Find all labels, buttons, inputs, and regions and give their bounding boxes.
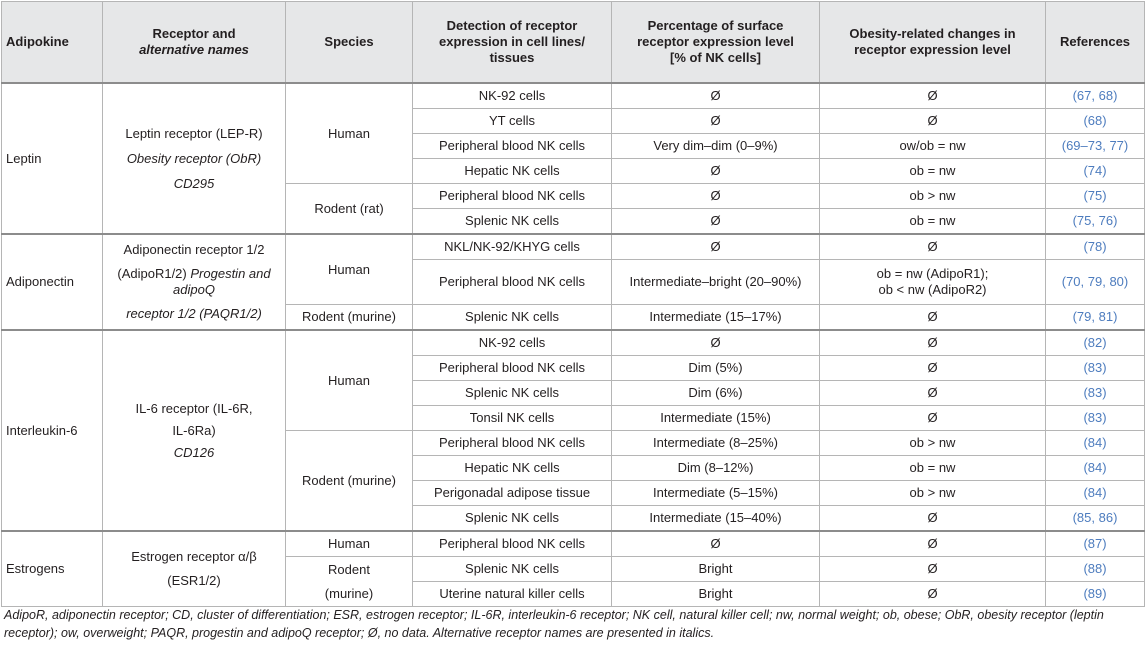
detection-cell: Peripheral blood NK cells bbox=[413, 184, 612, 209]
detection-cell: Splenic NK cells bbox=[413, 557, 612, 582]
header-row bbox=[2, 2, 1145, 84]
receptor-cell-leptin: Leptin receptor (LEP-R) Obesity receptor (ObR) CD295 bbox=[103, 83, 286, 234]
obesity-cell: Ø bbox=[820, 406, 1046, 431]
reference-link[interactable]: (78) bbox=[1046, 234, 1145, 260]
reference-link[interactable]: (82) bbox=[1046, 330, 1145, 356]
percentage-cell: Bright bbox=[612, 557, 820, 582]
receptor-cell-adiponectin: Adiponectin receptor 1/2 (AdipoR1/2) Progestin and adipoQ receptor 1/2 (PAQR1/2) bbox=[103, 234, 286, 330]
table-row bbox=[2, 234, 1145, 260]
detection-cell: Perigonadal adipose tissue bbox=[413, 481, 612, 506]
detection-cell: Tonsil NK cells bbox=[413, 406, 612, 431]
reference-link[interactable]: (83) bbox=[1046, 381, 1145, 406]
obesity-cell: ob = nw bbox=[820, 209, 1046, 235]
obesity-cell: Ø bbox=[820, 234, 1046, 260]
header-species: Species bbox=[286, 2, 413, 84]
obesity-cell: Ø bbox=[820, 330, 1046, 356]
detection-cell: YT cells bbox=[413, 109, 612, 134]
adipokine-cell-estrogens: Estrogens bbox=[2, 531, 103, 607]
obesity-cell: Ø bbox=[820, 381, 1046, 406]
receptor-table bbox=[1, 1, 1145, 607]
percentage-cell: Dim (5%) bbox=[612, 356, 820, 381]
percentage-cell: Bright bbox=[612, 582, 820, 607]
species-cell: Rodent (murine) bbox=[286, 431, 413, 532]
header-obesity-changes: Obesity-related changes in receptor expression level bbox=[820, 2, 1046, 84]
detection-cell: Peripheral blood NK cells bbox=[413, 356, 612, 381]
detection-cell: NKL/NK-92/KHYG cells bbox=[413, 234, 612, 260]
table-row bbox=[2, 330, 1145, 356]
reference-link[interactable]: (83) bbox=[1046, 406, 1145, 431]
obesity-cell: Ø bbox=[820, 83, 1046, 109]
percentage-cell: Intermediate (15–40%) bbox=[612, 506, 820, 532]
detection-cell: Peripheral blood NK cells bbox=[413, 134, 612, 159]
adipokine-cell-adiponectin: Adiponectin bbox=[2, 234, 103, 330]
reference-link[interactable]: (75) bbox=[1046, 184, 1145, 209]
detection-cell: Peripheral blood NK cells bbox=[413, 431, 612, 456]
adipokine-cell-leptin: Leptin bbox=[2, 83, 103, 234]
obesity-cell: ob = nw (AdipoR1); ob < nw (AdipoR2) bbox=[820, 260, 1046, 305]
percentage-cell: Intermediate (15–17%) bbox=[612, 305, 820, 331]
percentage-cell: Intermediate–bright (20–90%) bbox=[612, 260, 820, 305]
species-cell: Human bbox=[286, 234, 413, 305]
table-row bbox=[2, 531, 1145, 557]
receptor-cell-interleukin-6: IL-6 receptor (IL-6R, IL-6Ra) CD126 bbox=[103, 330, 286, 531]
detection-cell: Splenic NK cells bbox=[413, 381, 612, 406]
percentage-cell: Ø bbox=[612, 83, 820, 109]
reference-link[interactable]: (79, 81) bbox=[1046, 305, 1145, 331]
percentage-cell: Ø bbox=[612, 184, 820, 209]
percentage-cell: Intermediate (8–25%) bbox=[612, 431, 820, 456]
detection-cell: NK-92 cells bbox=[413, 83, 612, 109]
detection-cell: Splenic NK cells bbox=[413, 209, 612, 235]
detection-cell: Hepatic NK cells bbox=[413, 456, 612, 481]
percentage-cell: Ø bbox=[612, 531, 820, 557]
receptor-cell-estrogens: Estrogen receptor α/β (ESR1/2) bbox=[103, 531, 286, 607]
detection-cell: Splenic NK cells bbox=[413, 305, 612, 331]
header-references: References bbox=[1046, 2, 1145, 84]
reference-link[interactable]: (88) bbox=[1046, 557, 1145, 582]
percentage-cell: Intermediate (5–15%) bbox=[612, 481, 820, 506]
percentage-cell: Dim (6%) bbox=[612, 381, 820, 406]
obesity-cell: ob > nw bbox=[820, 184, 1046, 209]
percentage-cell: Very dim–dim (0–9%) bbox=[612, 134, 820, 159]
obesity-cell: Ø bbox=[820, 356, 1046, 381]
reference-link[interactable]: (74) bbox=[1046, 159, 1145, 184]
reference-link[interactable]: (89) bbox=[1046, 582, 1145, 607]
obesity-cell: Ø bbox=[820, 582, 1046, 607]
percentage-cell: Ø bbox=[612, 159, 820, 184]
detection-cell: Uterine natural killer cells bbox=[413, 582, 612, 607]
reference-link[interactable]: (85, 86) bbox=[1046, 506, 1145, 532]
detection-cell: NK-92 cells bbox=[413, 330, 612, 356]
detection-cell: Splenic NK cells bbox=[413, 506, 612, 532]
table-footnote: AdipoR, adiponectin receptor; CD, cluster of differentiation; ESR, estrogen receptor; IL-6R, interleukin-6 receptor; NK cell, natural killer cell; nw, normal weight; ob, obese; ObR, obesity receptor (leptin receptor); ow, overweight; PAQR, progestin and adipoQ receptor; Ø, no data. Alternative receptor names are presented in italics. bbox=[4, 608, 1104, 640]
reference-link[interactable]: (69–73, 77) bbox=[1046, 134, 1145, 159]
header-percentage: Percentage of surface receptor expression level [% of NK cells] bbox=[612, 2, 820, 84]
percentage-cell: Dim (8–12%) bbox=[612, 456, 820, 481]
table-row bbox=[2, 83, 1145, 109]
obesity-cell: Ø bbox=[820, 506, 1046, 532]
obesity-cell: Ø bbox=[820, 531, 1046, 557]
header-adipokine: Adipokine bbox=[2, 2, 103, 84]
obesity-cell: Ø bbox=[820, 109, 1046, 134]
species-cell: Rodent (rat) bbox=[286, 184, 413, 235]
reference-link[interactable]: (84) bbox=[1046, 431, 1145, 456]
detection-cell: Peripheral blood NK cells bbox=[413, 260, 612, 305]
reference-link[interactable]: (84) bbox=[1046, 481, 1145, 506]
species-cell: Rodent (murine) bbox=[286, 557, 413, 607]
detection-cell: Hepatic NK cells bbox=[413, 159, 612, 184]
header-detection: Detection of receptor expression in cell lines/ tissues bbox=[413, 2, 612, 84]
detection-cell: Peripheral blood NK cells bbox=[413, 531, 612, 557]
header-receptor: Receptor and alternative names bbox=[103, 2, 286, 84]
obesity-cell: ob = nw bbox=[820, 456, 1046, 481]
reference-link[interactable]: (67, 68) bbox=[1046, 83, 1145, 109]
obesity-cell: ob > nw bbox=[820, 481, 1046, 506]
obesity-cell: ob > nw bbox=[820, 431, 1046, 456]
species-cell: Human bbox=[286, 531, 413, 557]
percentage-cell: Ø bbox=[612, 330, 820, 356]
reference-link[interactable]: (70, 79, 80) bbox=[1046, 260, 1145, 305]
obesity-cell: ow/ob = nw bbox=[820, 134, 1046, 159]
reference-link[interactable]: (87) bbox=[1046, 531, 1145, 557]
obesity-cell: Ø bbox=[820, 305, 1046, 331]
obesity-cell: Ø bbox=[820, 557, 1046, 582]
reference-link[interactable]: (83) bbox=[1046, 356, 1145, 381]
species-cell: Human bbox=[286, 83, 413, 184]
percentage-cell: Intermediate (15%) bbox=[612, 406, 820, 431]
percentage-cell: Ø bbox=[612, 109, 820, 134]
reference-link[interactable]: (68) bbox=[1046, 109, 1145, 134]
reference-link[interactable]: (75, 76) bbox=[1046, 209, 1145, 235]
percentage-cell: Ø bbox=[612, 234, 820, 260]
obesity-cell: ob = nw bbox=[820, 159, 1046, 184]
percentage-cell: Ø bbox=[612, 209, 820, 235]
reference-link[interactable]: (84) bbox=[1046, 456, 1145, 481]
adipokine-cell-interleukin-6: Interleukin-6 bbox=[2, 330, 103, 531]
species-cell: Human bbox=[286, 330, 413, 431]
species-cell: Rodent (murine) bbox=[286, 305, 413, 331]
